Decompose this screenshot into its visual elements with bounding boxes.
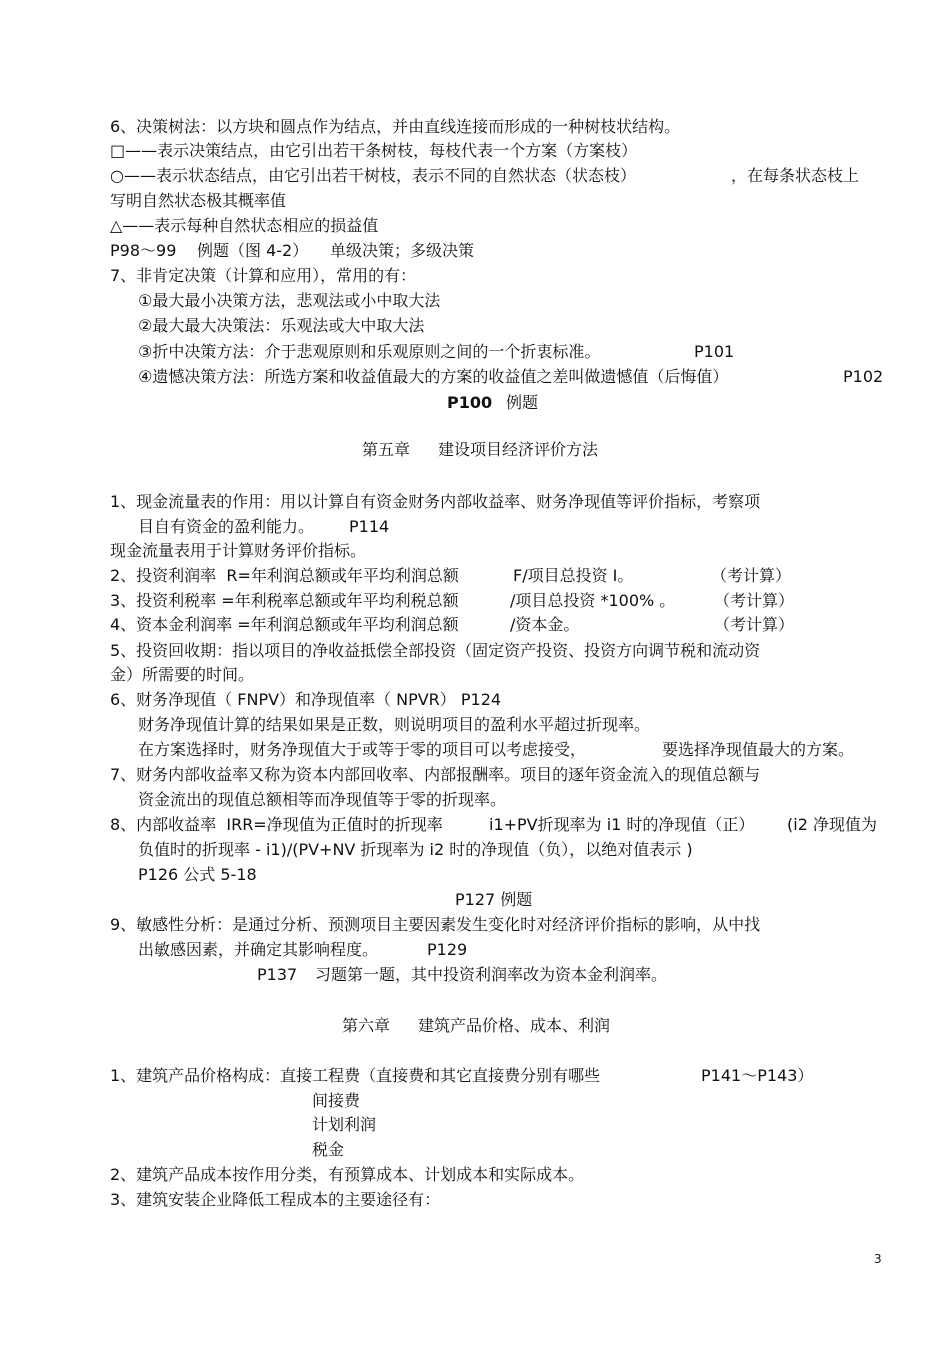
ch5-item-6-line-2: 在方案选择时，财务净现值大于或等于零的项目可以考虑接受， <box>138 740 587 759</box>
page-ref-p100: P100 <box>447 393 493 412</box>
exercise-ref-page: P137 <box>257 965 298 984</box>
chapter-5-number: 第五章 <box>362 440 411 459</box>
example-label: 例题 <box>506 393 539 412</box>
ch5-item-4-formula: /资本金。 <box>510 615 580 634</box>
ch6-planned-profit: 计划利润 <box>312 1115 377 1134</box>
payoff-node-line: △——表示每种自然状态相应的损益值 <box>110 216 379 235</box>
ch5-item-2-formula: F/项目总投资 I。 <box>513 566 634 585</box>
ch5-item-8-formula: i1+PV折现率为 i1 时的净现值（正） <box>489 815 755 834</box>
ch6-tax: 税金 <box>312 1140 345 1159</box>
ch5-item-3-formula: /项目总投资 *100% 。 <box>510 591 676 610</box>
ch6-item-1: 1、建筑产品价格构成：直接工程费（直接费和其它直接费分别有哪些 <box>110 1066 601 1085</box>
ch6-item-2: 2、建筑产品成本按作用分类，有预算成本、计划成本和实际成本。 <box>110 1165 585 1184</box>
ch5-item-9: 9、敏感性分析：是通过分析、预测项目主要因素发生变化时对经济评价指标的影响，从中找 <box>110 915 761 934</box>
ch5-item-4: 4、资本金利润率 =年利润总额或年平均利润总额 <box>110 615 459 634</box>
ch5-item-1-cont: 目自有资金的盈利能力。 <box>138 517 315 536</box>
page-ref-p102: P102 <box>843 367 884 386</box>
ch5-item-8-cont: 负值时的折现率 - i1)/(PV+NV 折现率为 i2 时的净现值（负），以绝对值表示 ) <box>138 840 693 859</box>
ch5-item-2-note: （考计算） <box>711 566 792 585</box>
ch5-formula-ref: P126 公式 5-18 <box>138 865 257 884</box>
chapter-6-number: 第六章 <box>342 1016 391 1035</box>
state-node-line-cont: ，在每条状态枝上 <box>731 166 860 185</box>
ch5-item-6: 6、财务净现值（ FNPV）和净现值率（ NPVR） P124 <box>110 690 502 709</box>
method-compromise: ③折中决策方法：介于悲观原则和乐观原则之间的一个折衷标准。 <box>138 342 601 361</box>
ch5-item-9-cont: 出敏感因素，并确定其影响程度。 <box>138 940 379 959</box>
item-6-decision-tree: 6、决策树法：以方块和圆点作为结点，并由直线连接而形成的一种树枝状结构。 <box>110 117 681 136</box>
page-ref-p141-p143: P141～P143） <box>701 1066 814 1085</box>
method-maximax: ②最大最大决策法：乐观法或大中取大法 <box>138 316 425 335</box>
ch5-cashflow-note: 现金流量表用于计算财务评价指标。 <box>110 541 367 560</box>
ch5-item-7: 7、财务内部收益率又称为资本内部回收率、内部报酬率。项目的逐年资金流入的现值总额与 <box>110 765 761 784</box>
exercise-ref-text: 习题第一题，其中投资利润率改为资本金利润率。 <box>315 965 668 984</box>
ch6-indirect-cost: 间接费 <box>312 1091 361 1110</box>
ch5-item-5: 5、投资回收期：指以项目的净收益抵偿全部投资（固定资产投资、投资方向调节税和流动资 <box>110 641 761 660</box>
ch5-item-4-note: （考计算） <box>714 615 795 634</box>
decision-node-line: □——表示决策结点，由它引出若干条树枝，每枝代表一个方案（方案枝） <box>110 141 638 160</box>
ch5-item-6-line-1: 财务净现值计算的结果如果是正数，则说明项目的盈利水平超过折现率。 <box>138 715 651 734</box>
chapter-5-title: 建设项目经济评价方法 <box>438 440 599 459</box>
state-node-line: ○——表示状态结点，由它引出若干树枝，表示不同的自然状态（状态枝） <box>110 166 636 185</box>
ch5-example-ref: P127 例题 <box>455 890 533 909</box>
item-7-uncertain-decision: 7、非肯定决策（计算和应用），常用的有： <box>110 266 417 285</box>
page-ref-p101: P101 <box>694 342 735 361</box>
ch5-item-8: 8、内部收益率 IRR=净现值为正值时的折现率 <box>110 815 443 834</box>
ch6-item-3: 3、建筑安装企业降低工程成本的主要途径有： <box>110 1190 441 1209</box>
page-ref-p114: P114 <box>349 517 390 536</box>
state-node-line-2: 写明自然状态极其概率值 <box>110 191 287 210</box>
example-ref-page: P98～99 <box>110 241 177 260</box>
page-number: 3 <box>874 1252 882 1266</box>
chapter-6-title: 建筑产品价格、成本、利润 <box>418 1016 611 1035</box>
ch5-item-5-cont: 金）所需要的时间。 <box>110 665 255 684</box>
ch5-item-7-cont: 资金流出的现值总额相等而净现值等于零的折现率。 <box>138 790 507 809</box>
example-ref-types: 单级决策；多级决策 <box>330 241 475 260</box>
ch5-item-3: 3、投资利税率 =年利税率总额或年平均利税总额 <box>110 591 459 610</box>
ch5-item-8-formula-2: (i2 净现值为 <box>787 815 877 834</box>
method-regret: ④遗憾决策方法：所选方案和收益值最大的方案的收益值之差叫做遗憾值（后悔值） <box>138 367 729 386</box>
ch5-item-6-line-2-cont: 要选择净现值最大的方案。 <box>662 740 855 759</box>
example-ref-figure: 例题（图 4-2） <box>197 241 309 260</box>
ch5-item-2: 2、投资利润率 R=年利润总额或年平均利润总额 <box>110 566 459 585</box>
ch5-item-1: 1、现金流量表的作用：用以计算自有资金财务内部收益率、财务净现值等评价指标，考察项 <box>110 492 761 511</box>
method-maximin: ①最大最小决策方法，悲观法或小中取大法 <box>138 291 441 310</box>
page-ref-p129: P129 <box>427 940 468 959</box>
ch5-item-3-note: （考计算） <box>714 591 795 610</box>
